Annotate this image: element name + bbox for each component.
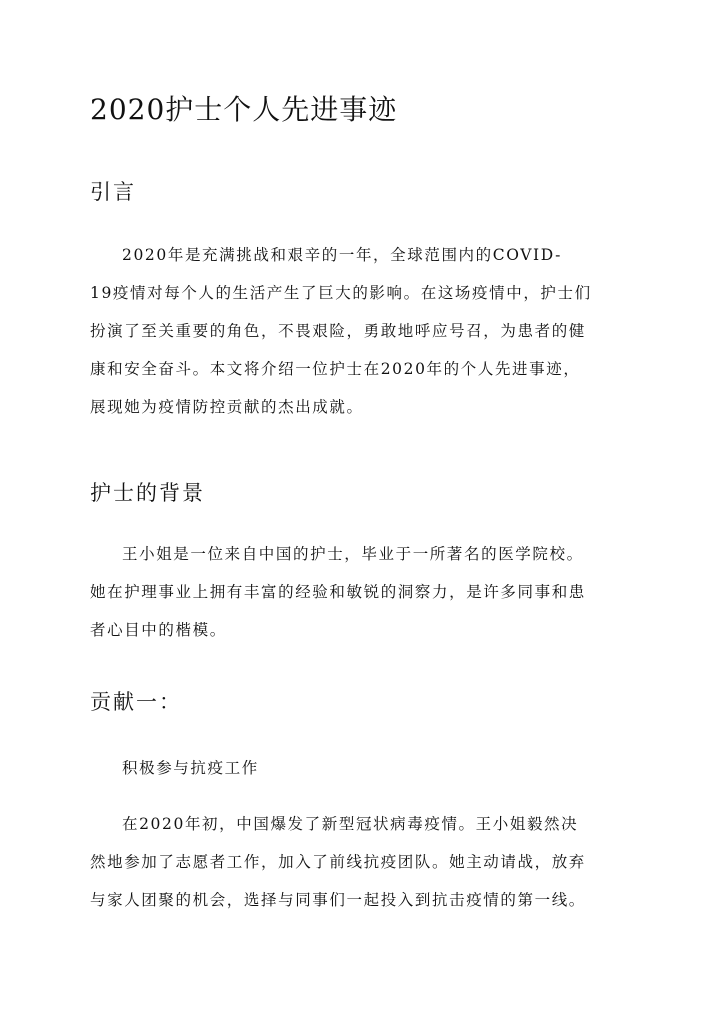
paragraph-line: 康和安全奋斗。本文将介绍一位护士在2020年的个人先进事迹， xyxy=(90,360,581,378)
section-heading-intro: 引言 xyxy=(90,180,136,204)
section-subheading: 积极参与抗疫工作 xyxy=(122,759,259,777)
paragraph-intro xyxy=(90,236,650,426)
paragraph-line: 2020年是充满挑战和艰辛的一年，全球范围内的COVID- xyxy=(122,246,562,264)
section-heading-background: 护士的背景 xyxy=(90,481,205,505)
paragraph-line: 在2020年初，中国爆发了新型冠状病毒疫情。王小姐毅然决 xyxy=(122,815,579,833)
paragraph-line: 展现她为疫情防控贡献的杰出成就。 xyxy=(90,398,364,416)
paragraph-line: 她在护理事业上拥有丰富的经验和敏锐的洞察力，是许多同事和患 xyxy=(90,583,586,601)
paragraph-contribution-one xyxy=(90,805,650,919)
paragraph-line: 扮演了至关重要的角色，不畏艰险，勇敢地呼应号召，为患者的健 xyxy=(90,322,586,340)
paragraph-line: 与家人团聚的机会，选择与同事们一起投入到抗击疫情的第一线。 xyxy=(90,891,586,909)
paragraph-line: 者心目中的楷模。 xyxy=(90,621,227,639)
paragraph-line: 王小姐是一位来自中国的护士，毕业于一所著名的医学院校。 xyxy=(122,545,584,563)
section-heading-contribution-one: 贡献一： xyxy=(90,690,182,714)
paragraph-background xyxy=(90,535,650,649)
paragraph-line: 19疫情对每个人的生活产生了巨大的影响。在这场疫情中，护士们 xyxy=(90,284,592,302)
paragraph-line: 然地参加了志愿者工作，加入了前线抗疫团队。她主动请战，放弃 xyxy=(90,853,586,871)
page-title: 2020护士个人先进事迹 xyxy=(90,93,398,126)
